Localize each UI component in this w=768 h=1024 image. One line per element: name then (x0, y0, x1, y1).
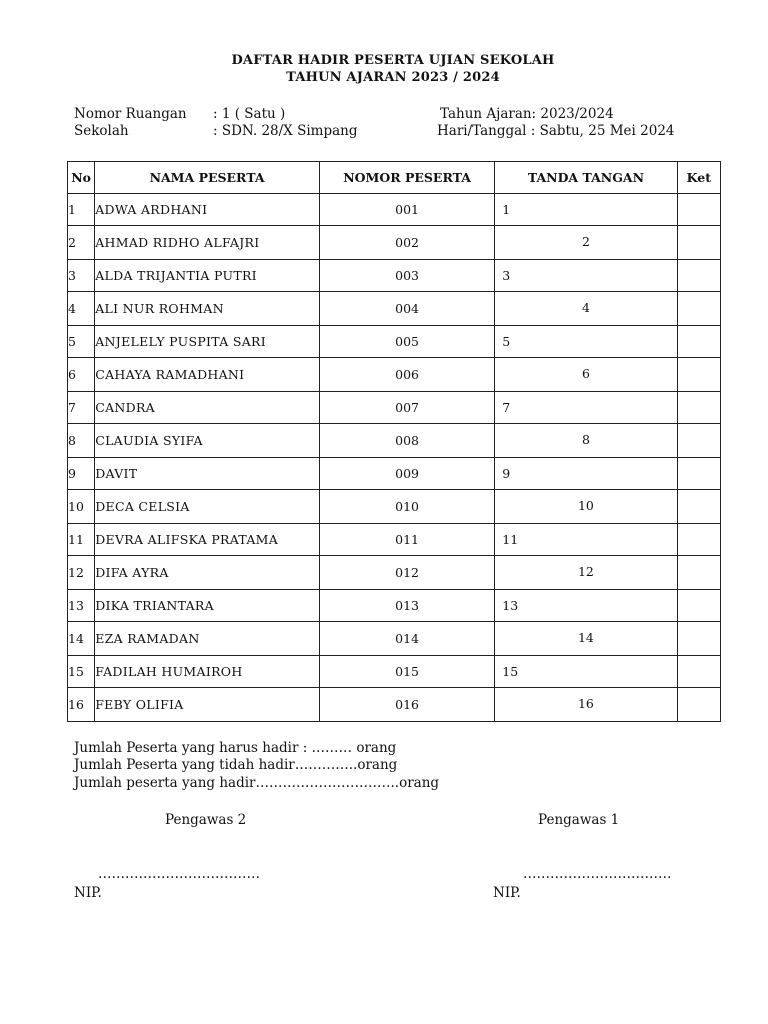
participant-name: DEVRA ALIFSKA PRATAMA (95, 524, 320, 556)
row-number: 10 (68, 490, 95, 524)
participant-number: 016 (319, 688, 494, 722)
summary-required: Jumlah Peserta yang harus hadir : ……… orang (74, 740, 397, 756)
note-cell (677, 622, 720, 656)
header-signature: TANDA TANGAN (495, 162, 677, 194)
note-cell (677, 194, 720, 226)
page-subtitle: TAHUN AJARAN 2023 / 2024 (286, 70, 500, 85)
row-number: 13 (68, 590, 95, 622)
signature-cell: 15 (495, 656, 677, 688)
supervisor-1-title: Pengawas 1 (538, 812, 620, 828)
header-note: Ket (677, 162, 720, 194)
signature-cell: 10 (495, 490, 677, 524)
signature-cell: 11 (495, 524, 677, 556)
table-row (68, 260, 721, 292)
table-row (68, 326, 721, 358)
signature-cell: 3 (495, 260, 677, 292)
header-name: NAMA PESERTA (95, 162, 320, 194)
row-number: 5 (68, 326, 95, 358)
participant-name: FADILAH HUMAIROH (95, 656, 320, 688)
signature-cell: 6 (495, 358, 677, 392)
participant-number: 005 (319, 326, 494, 358)
signature-cell: 13 (495, 590, 677, 622)
signature-cell: 8 (495, 424, 677, 458)
row-number: 3 (68, 260, 95, 292)
exam-date: Hari/Tanggal : Sabtu, 25 Mei 2024 (437, 123, 675, 139)
participant-number: 001 (319, 194, 494, 226)
row-number: 9 (68, 458, 95, 490)
row-number: 11 (68, 524, 95, 556)
table-row (68, 688, 721, 722)
signature-cell: 1 (495, 194, 677, 226)
note-cell (677, 490, 720, 524)
note-cell (677, 226, 720, 260)
table-row (68, 424, 721, 458)
note-cell (677, 292, 720, 326)
note-cell (677, 590, 720, 622)
table-row (68, 556, 721, 590)
note-cell (677, 260, 720, 292)
table-row (68, 622, 721, 656)
participant-number: 012 (319, 556, 494, 590)
signature-cell: 7 (495, 392, 677, 424)
participant-name: DIKA TRIANTARA (95, 590, 320, 622)
note-cell (677, 392, 720, 424)
note-cell (677, 424, 720, 458)
supervisor-1-nip: NIP. (493, 885, 521, 901)
table-row (68, 392, 721, 424)
table-row (68, 656, 721, 688)
participant-name: AHMAD RIDHO ALFAJRI (95, 226, 320, 260)
participant-name: DIFA AYRA (95, 556, 320, 590)
table-row (68, 458, 721, 490)
signature-cell: 5 (495, 326, 677, 358)
participant-name: CANDRA (95, 392, 320, 424)
participant-name: ALDA TRIJANTIA PUTRI (95, 260, 320, 292)
academic-year: Tahun Ajaran: 2023/2024 (440, 106, 614, 122)
supervisor-2-nip: NIP. (74, 885, 102, 901)
summary-present: Jumlah peserta yang hadir…………………………..orang (74, 775, 440, 791)
table-row (68, 226, 721, 260)
room-value: : 1 ( Satu ) (213, 106, 286, 122)
supervisor-2-title: Pengawas 2 (165, 812, 247, 828)
note-cell (677, 458, 720, 490)
row-number: 6 (68, 358, 95, 392)
participant-name: ALI NUR ROHMAN (95, 292, 320, 326)
participant-number: 003 (319, 260, 494, 292)
signature-cell: 14 (495, 622, 677, 656)
participant-name: FEBY OLIFIA (95, 688, 320, 722)
participant-number: 007 (319, 392, 494, 424)
participant-number: 015 (319, 656, 494, 688)
note-cell (677, 358, 720, 392)
row-number: 14 (68, 622, 95, 656)
attendance-table (67, 161, 721, 722)
participant-number: 002 (319, 226, 494, 260)
school-label: Sekolah (74, 123, 129, 139)
row-number: 1 (68, 194, 95, 226)
page-title: DAFTAR HADIR PESERTA UJIAN SEKOLAH (231, 53, 555, 68)
table-row (68, 358, 721, 392)
row-number: 15 (68, 656, 95, 688)
participant-number: 011 (319, 524, 494, 556)
participant-name: ANJELELY PUSPITA SARI (95, 326, 320, 358)
participant-name: ADWA ARDHANI (95, 194, 320, 226)
header-number: NOMOR PESERTA (319, 162, 494, 194)
participant-name: CLAUDIA SYIFA (95, 424, 320, 458)
participant-number: 008 (319, 424, 494, 458)
participant-number: 006 (319, 358, 494, 392)
row-number: 16 (68, 688, 95, 722)
signature-cell: 9 (495, 458, 677, 490)
participant-name: EZA RAMADAN (95, 622, 320, 656)
table-body (68, 194, 721, 722)
signature-cell: 16 (495, 688, 677, 722)
row-number: 2 (68, 226, 95, 260)
row-number: 7 (68, 392, 95, 424)
participant-number: 004 (319, 292, 494, 326)
note-cell (677, 656, 720, 688)
signature-cell: 2 (495, 226, 677, 260)
participant-number: 009 (319, 458, 494, 490)
row-number: 8 (68, 424, 95, 458)
school-value: : SDN. 28/X Simpang (213, 123, 358, 139)
note-cell (677, 326, 720, 358)
row-number: 4 (68, 292, 95, 326)
supervisor-1-signature-line: …………………………… (523, 866, 672, 882)
header-no: No (68, 162, 95, 194)
participant-number: 013 (319, 590, 494, 622)
table-row (68, 194, 721, 226)
note-cell (677, 524, 720, 556)
note-cell (677, 556, 720, 590)
table-row (68, 490, 721, 524)
table-header-row (68, 162, 721, 194)
table-row (68, 524, 721, 556)
supervisor-2-signature-line: ……………………………… (98, 866, 260, 882)
room-label: Nomor Ruangan (74, 106, 187, 122)
participant-name: DECA CELSIA (95, 490, 320, 524)
table-row (68, 292, 721, 326)
participant-name: DAVIT (95, 458, 320, 490)
row-number: 12 (68, 556, 95, 590)
participant-name: CAHAYA RAMADHANI (95, 358, 320, 392)
note-cell (677, 688, 720, 722)
participant-number: 010 (319, 490, 494, 524)
signature-cell: 12 (495, 556, 677, 590)
table-row (68, 590, 721, 622)
summary-absent: Jumlah Peserta yang tidah hadir…………..orang (74, 757, 398, 773)
signature-cell: 4 (495, 292, 677, 326)
participant-number: 014 (319, 622, 494, 656)
